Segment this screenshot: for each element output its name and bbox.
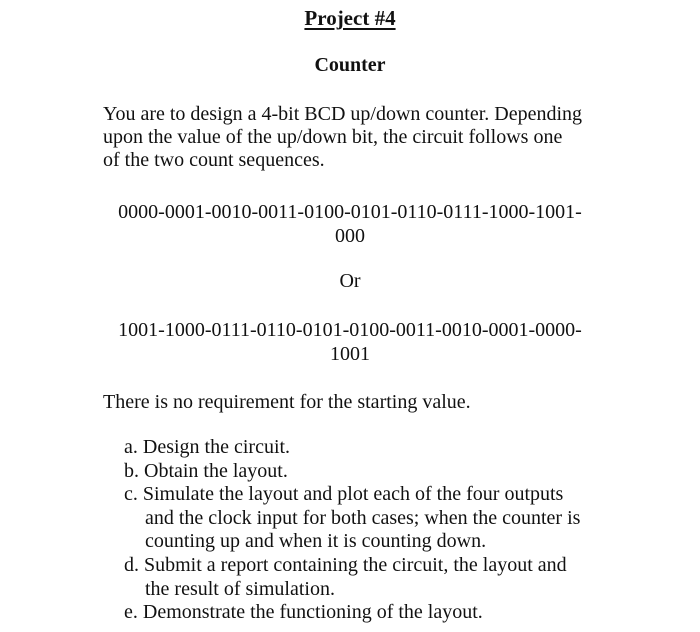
intro-line: You are to design a 4-bit BCD up/down counter. Depending bbox=[103, 103, 583, 125]
task-line: b. Obtain the layout. bbox=[124, 459, 288, 482]
task-list bbox=[124, 436, 580, 625]
task-line: e. Demonstrate the functioning of the layout. bbox=[124, 601, 483, 624]
count-sequence-down bbox=[0, 318, 700, 366]
count-sequence-up bbox=[0, 200, 700, 248]
project-title: Project #4 bbox=[304, 6, 396, 30]
task-item-c bbox=[124, 483, 580, 554]
task-line: d. Submit a report containing the circuit, the layout and bbox=[124, 553, 567, 576]
intro-paragraph bbox=[103, 103, 623, 172]
sequence-line: 1001-1000-0111-0110-0101-0100-0011-0010-0001-0000- bbox=[118, 319, 582, 341]
intro-line: of the two count sequences. bbox=[103, 149, 325, 171]
task-item-e bbox=[124, 601, 580, 625]
intro-line: upon the value of the up/down bit, the circuit follows one bbox=[103, 126, 563, 148]
sequence-line: 000 bbox=[335, 225, 365, 247]
task-item-d bbox=[124, 554, 580, 601]
task-line: a. Design the circuit. bbox=[124, 436, 291, 458]
task-item-a bbox=[124, 436, 580, 460]
task-line: counting up and when it is counting down. bbox=[145, 530, 487, 553]
task-line: c. Simulate the layout and plot each of the four outputs bbox=[124, 483, 564, 506]
sequence-line: 0000-0001-0010-0011-0100-0101-0110-0111-1000-1001- bbox=[118, 201, 582, 223]
task-item-b bbox=[124, 460, 580, 484]
task-line: the result of simulation. bbox=[145, 577, 335, 600]
or-separator: Or bbox=[339, 270, 361, 292]
starting-value-note: There is no requirement for the starting value. bbox=[103, 391, 471, 413]
sequence-line: 1001 bbox=[330, 343, 370, 365]
task-line: and the clock input for both cases; when the counter is bbox=[145, 506, 581, 529]
section-heading: Counter bbox=[314, 54, 386, 76]
